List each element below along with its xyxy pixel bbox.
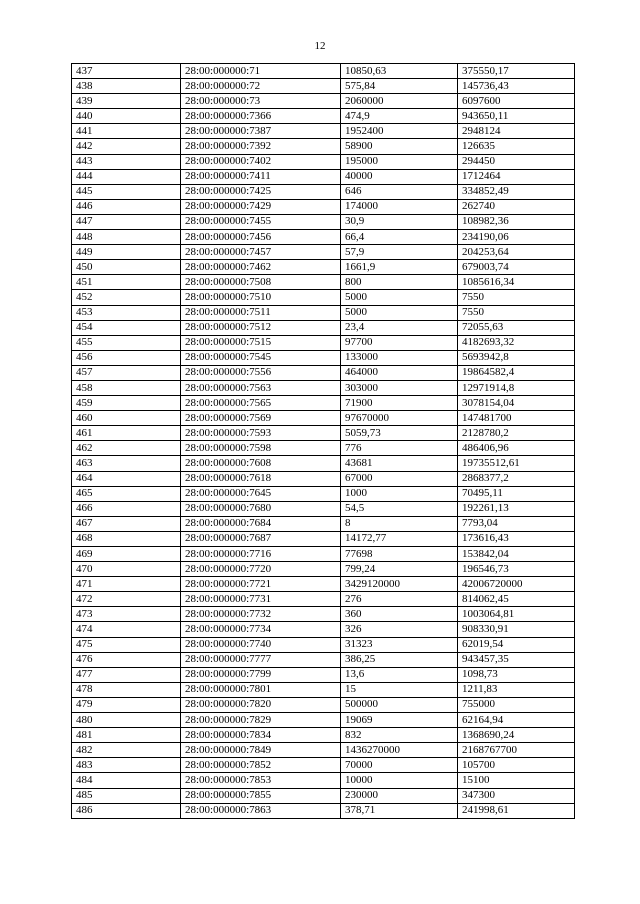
cadastral-number-cell: 28:00:000000:7462	[181, 260, 341, 275]
table-row	[72, 773, 575, 788]
page-number: 12	[314, 40, 326, 52]
value-cell: 195000	[341, 154, 458, 169]
cost-cell: 19864582,4	[458, 365, 575, 380]
cadastral-number-cell: 28:00:000000:7508	[181, 275, 341, 290]
cost-cell: 334852,49	[458, 184, 575, 199]
row-number-cell: 463	[72, 456, 181, 471]
cadastral-number-cell: 28:00:000000:7732	[181, 607, 341, 622]
value-cell: 1661,9	[341, 260, 458, 275]
row-number-cell: 455	[72, 335, 181, 350]
cadastral-number-cell: 28:00:000000:7455	[181, 214, 341, 229]
cost-cell: 19735512,61	[458, 456, 575, 471]
row-number-cell: 447	[72, 214, 181, 229]
cost-cell: 755000	[458, 697, 575, 712]
value-cell: 5000	[341, 305, 458, 320]
cadastral-number-cell: 28:00:000000:7392	[181, 139, 341, 154]
row-number-cell: 448	[72, 230, 181, 245]
value-cell: 31323	[341, 637, 458, 652]
value-cell: 58900	[341, 139, 458, 154]
row-number-cell: 480	[72, 713, 181, 728]
value-cell: 77698	[341, 547, 458, 562]
table-row	[72, 622, 575, 637]
row-number-cell: 445	[72, 184, 181, 199]
cost-cell: 347300	[458, 788, 575, 803]
table-row	[72, 109, 575, 124]
value-cell: 97700	[341, 335, 458, 350]
table-row	[72, 139, 575, 154]
table-row	[72, 245, 575, 260]
table-row	[72, 396, 575, 411]
value-cell: 800	[341, 275, 458, 290]
cadastral-number-cell: 28:00:000000:7680	[181, 501, 341, 516]
cost-cell: 1003064,81	[458, 607, 575, 622]
table-row	[72, 697, 575, 712]
cost-cell: 7550	[458, 290, 575, 305]
cadastral-number-cell: 28:00:000000:7731	[181, 592, 341, 607]
table-row	[72, 758, 575, 773]
table-body	[72, 64, 575, 819]
cost-cell: 62019,54	[458, 637, 575, 652]
cadastral-number-cell: 28:00:000000:7515	[181, 335, 341, 350]
row-number-cell: 457	[72, 365, 181, 380]
cost-cell: 105700	[458, 758, 575, 773]
value-cell: 378,71	[341, 803, 458, 818]
cadastral-number-cell: 28:00:000000:7457	[181, 245, 341, 260]
table-row	[72, 471, 575, 486]
cadastral-number-cell: 28:00:000000:7801	[181, 682, 341, 697]
value-cell: 23,4	[341, 320, 458, 335]
cost-cell: 70495,11	[458, 486, 575, 501]
row-number-cell: 466	[72, 501, 181, 516]
value-cell: 10000	[341, 773, 458, 788]
table-row	[72, 652, 575, 667]
cost-cell: 2948124	[458, 124, 575, 139]
value-cell: 230000	[341, 788, 458, 803]
table-row	[72, 592, 575, 607]
cost-cell: 7550	[458, 305, 575, 320]
value-cell: 1436270000	[341, 743, 458, 758]
row-number-cell: 470	[72, 562, 181, 577]
cost-cell: 1368690,24	[458, 728, 575, 743]
value-cell: 326	[341, 622, 458, 637]
value-cell: 43681	[341, 456, 458, 471]
table-row	[72, 380, 575, 395]
data-table	[71, 63, 575, 819]
cost-cell: 1712464	[458, 169, 575, 184]
table-row	[72, 637, 575, 652]
table-row	[72, 682, 575, 697]
table-row	[72, 79, 575, 94]
table-row	[72, 214, 575, 229]
cadastral-number-cell: 28:00:000000:7569	[181, 411, 341, 426]
row-number-cell: 452	[72, 290, 181, 305]
cadastral-number-cell: 28:00:000000:7834	[181, 728, 341, 743]
table-row	[72, 441, 575, 456]
row-number-cell: 450	[72, 260, 181, 275]
cost-cell: 679003,74	[458, 260, 575, 275]
row-number-cell: 459	[72, 396, 181, 411]
table-row	[72, 275, 575, 290]
row-number-cell: 439	[72, 94, 181, 109]
cost-cell: 4182693,32	[458, 335, 575, 350]
value-cell: 2060000	[341, 94, 458, 109]
value-cell: 500000	[341, 697, 458, 712]
cost-cell: 1085616,34	[458, 275, 575, 290]
row-number-cell: 441	[72, 124, 181, 139]
row-number-cell: 460	[72, 411, 181, 426]
cadastral-number-cell: 28:00:000000:7863	[181, 803, 341, 818]
row-number-cell: 468	[72, 531, 181, 546]
value-cell: 303000	[341, 380, 458, 395]
cadastral-number-cell: 28:00:000000:7849	[181, 743, 341, 758]
row-number-cell: 472	[72, 592, 181, 607]
value-cell: 70000	[341, 758, 458, 773]
table-row	[72, 305, 575, 320]
cost-cell: 814062,45	[458, 592, 575, 607]
table-row	[72, 803, 575, 818]
table-row	[72, 426, 575, 441]
table-row	[72, 230, 575, 245]
table-row	[72, 365, 575, 380]
table-row	[72, 547, 575, 562]
value-cell: 174000	[341, 199, 458, 214]
cost-cell: 262740	[458, 199, 575, 214]
cost-cell: 153842,04	[458, 547, 575, 562]
cost-cell: 5693942,8	[458, 350, 575, 365]
cadastral-number-cell: 28:00:000000:7411	[181, 169, 341, 184]
cadastral-number-cell: 28:00:000000:7645	[181, 486, 341, 501]
cadastral-number-cell: 28:00:000000:7716	[181, 547, 341, 562]
cadastral-number-cell: 28:00:000000:7687	[181, 531, 341, 546]
row-number-cell: 467	[72, 516, 181, 531]
row-number-cell: 454	[72, 320, 181, 335]
table-row	[72, 562, 575, 577]
table-row	[72, 124, 575, 139]
cost-cell: 204253,64	[458, 245, 575, 260]
cadastral-number-cell: 28:00:000000:7799	[181, 667, 341, 682]
row-number-cell: 437	[72, 64, 181, 79]
cadastral-number-cell: 28:00:000000:7510	[181, 290, 341, 305]
value-cell: 19069	[341, 713, 458, 728]
value-cell: 474,9	[341, 109, 458, 124]
value-cell: 14172,77	[341, 531, 458, 546]
table-row	[72, 350, 575, 365]
value-cell: 54,5	[341, 501, 458, 516]
table-row	[72, 184, 575, 199]
value-cell: 464000	[341, 365, 458, 380]
row-number-cell: 461	[72, 426, 181, 441]
cost-cell: 15100	[458, 773, 575, 788]
cadastral-number-cell: 28:00:000000:7593	[181, 426, 341, 441]
row-number-cell: 469	[72, 547, 181, 562]
value-cell: 57,9	[341, 245, 458, 260]
cadastral-number-cell: 28:00:000000:7608	[181, 456, 341, 471]
cost-cell: 241998,61	[458, 803, 575, 818]
table-row	[72, 516, 575, 531]
cost-cell: 2868377,2	[458, 471, 575, 486]
row-number-cell: 479	[72, 697, 181, 712]
table-row	[72, 667, 575, 682]
cadastral-number-cell: 28:00:000000:72	[181, 79, 341, 94]
cadastral-number-cell: 28:00:000000:7387	[181, 124, 341, 139]
table-row	[72, 607, 575, 622]
cost-cell: 375550,17	[458, 64, 575, 79]
cadastral-number-cell: 28:00:000000:7402	[181, 154, 341, 169]
row-number-cell: 477	[72, 667, 181, 682]
cadastral-number-cell: 28:00:000000:7855	[181, 788, 341, 803]
row-number-cell: 483	[72, 758, 181, 773]
row-number-cell: 462	[72, 441, 181, 456]
cadastral-number-cell: 28:00:000000:7721	[181, 577, 341, 592]
table-row	[72, 577, 575, 592]
cost-cell: 108982,36	[458, 214, 575, 229]
table-row	[72, 64, 575, 79]
value-cell: 71900	[341, 396, 458, 411]
cadastral-number-cell: 28:00:000000:7820	[181, 697, 341, 712]
cadastral-number-cell: 28:00:000000:7429	[181, 199, 341, 214]
value-cell: 3429120000	[341, 577, 458, 592]
row-number-cell: 481	[72, 728, 181, 743]
row-number-cell: 473	[72, 607, 181, 622]
cost-cell: 192261,13	[458, 501, 575, 516]
cadastral-number-cell: 28:00:000000:7545	[181, 350, 341, 365]
cost-cell: 1098,73	[458, 667, 575, 682]
cadastral-number-cell: 28:00:000000:7511	[181, 305, 341, 320]
cadastral-number-cell: 28:00:000000:7684	[181, 516, 341, 531]
value-cell: 133000	[341, 350, 458, 365]
cadastral-number-cell: 28:00:000000:7852	[181, 758, 341, 773]
table-row	[72, 456, 575, 471]
cadastral-number-cell: 28:00:000000:7734	[181, 622, 341, 637]
cost-cell: 62164,94	[458, 713, 575, 728]
cost-cell: 72055,63	[458, 320, 575, 335]
row-number-cell: 476	[72, 652, 181, 667]
cost-cell: 2128780,2	[458, 426, 575, 441]
table-row	[72, 154, 575, 169]
cost-cell: 294450	[458, 154, 575, 169]
cadastral-number-cell: 28:00:000000:7456	[181, 230, 341, 245]
row-number-cell: 482	[72, 743, 181, 758]
row-number-cell: 458	[72, 380, 181, 395]
value-cell: 5000	[341, 290, 458, 305]
value-cell: 40000	[341, 169, 458, 184]
table-row	[72, 320, 575, 335]
cost-cell: 42006720000	[458, 577, 575, 592]
cadastral-number-cell: 28:00:000000:7720	[181, 562, 341, 577]
value-cell: 799,24	[341, 562, 458, 577]
table-row	[72, 728, 575, 743]
row-number-cell: 446	[72, 199, 181, 214]
row-number-cell: 485	[72, 788, 181, 803]
row-number-cell: 444	[72, 169, 181, 184]
cost-cell: 2168767700	[458, 743, 575, 758]
cost-cell: 12971914,8	[458, 380, 575, 395]
cost-cell: 7793,04	[458, 516, 575, 531]
cost-cell: 3078154,04	[458, 396, 575, 411]
cadastral-number-cell: 28:00:000000:7565	[181, 396, 341, 411]
table-row	[72, 169, 575, 184]
row-number-cell: 475	[72, 637, 181, 652]
table-row	[72, 713, 575, 728]
row-number-cell: 438	[72, 79, 181, 94]
table-row	[72, 411, 575, 426]
table-row	[72, 335, 575, 350]
value-cell: 575,84	[341, 79, 458, 94]
table-row	[72, 94, 575, 109]
cadastral-number-cell: 28:00:000000:7740	[181, 637, 341, 652]
table-row	[72, 199, 575, 214]
row-number-cell: 471	[72, 577, 181, 592]
value-cell: 66,4	[341, 230, 458, 245]
table-row	[72, 260, 575, 275]
row-number-cell: 478	[72, 682, 181, 697]
table-row	[72, 743, 575, 758]
cost-cell: 943650,11	[458, 109, 575, 124]
cadastral-number-cell: 28:00:000000:73	[181, 94, 341, 109]
value-cell: 30,9	[341, 214, 458, 229]
cadastral-number-cell: 28:00:000000:7512	[181, 320, 341, 335]
cadastral-number-cell: 28:00:000000:7853	[181, 773, 341, 788]
value-cell: 1000	[341, 486, 458, 501]
row-number-cell: 453	[72, 305, 181, 320]
value-cell: 386,25	[341, 652, 458, 667]
row-number-cell: 464	[72, 471, 181, 486]
cost-cell: 147481700	[458, 411, 575, 426]
cost-cell: 6097600	[458, 94, 575, 109]
row-number-cell: 440	[72, 109, 181, 124]
cadastral-number-cell: 28:00:000000:7366	[181, 109, 341, 124]
cadastral-number-cell: 28:00:000000:7777	[181, 652, 341, 667]
cadastral-number-cell: 28:00:000000:7829	[181, 713, 341, 728]
row-number-cell: 484	[72, 773, 181, 788]
row-number-cell: 465	[72, 486, 181, 501]
table-row	[72, 788, 575, 803]
cost-cell: 234190,06	[458, 230, 575, 245]
cost-cell: 173616,43	[458, 531, 575, 546]
cost-cell: 145736,43	[458, 79, 575, 94]
value-cell: 67000	[341, 471, 458, 486]
row-number-cell: 451	[72, 275, 181, 290]
cadastral-number-cell: 28:00:000000:7563	[181, 380, 341, 395]
cadastral-number-cell: 28:00:000000:7556	[181, 365, 341, 380]
cost-cell: 486406,96	[458, 441, 575, 456]
value-cell: 646	[341, 184, 458, 199]
value-cell: 8	[341, 516, 458, 531]
cost-cell: 943457,35	[458, 652, 575, 667]
value-cell: 832	[341, 728, 458, 743]
value-cell: 276	[341, 592, 458, 607]
cadastral-number-cell: 28:00:000000:7598	[181, 441, 341, 456]
value-cell: 5059,73	[341, 426, 458, 441]
value-cell: 13,6	[341, 667, 458, 682]
row-number-cell: 456	[72, 350, 181, 365]
value-cell: 776	[341, 441, 458, 456]
value-cell: 360	[341, 607, 458, 622]
table-row	[72, 486, 575, 501]
cadastral-number-cell: 28:00:000000:7618	[181, 471, 341, 486]
row-number-cell: 449	[72, 245, 181, 260]
cost-cell: 908330,91	[458, 622, 575, 637]
value-cell: 15	[341, 682, 458, 697]
table-row	[72, 501, 575, 516]
cost-cell: 126635	[458, 139, 575, 154]
value-cell: 10850,63	[341, 64, 458, 79]
cost-cell: 1211,83	[458, 682, 575, 697]
cost-cell: 196546,73	[458, 562, 575, 577]
row-number-cell: 486	[72, 803, 181, 818]
table-row	[72, 290, 575, 305]
value-cell: 97670000	[341, 411, 458, 426]
table-row	[72, 531, 575, 546]
row-number-cell: 443	[72, 154, 181, 169]
row-number-cell: 442	[72, 139, 181, 154]
row-number-cell: 474	[72, 622, 181, 637]
cadastral-number-cell: 28:00:000000:7425	[181, 184, 341, 199]
cadastral-number-cell: 28:00:000000:71	[181, 64, 341, 79]
value-cell: 1952400	[341, 124, 458, 139]
